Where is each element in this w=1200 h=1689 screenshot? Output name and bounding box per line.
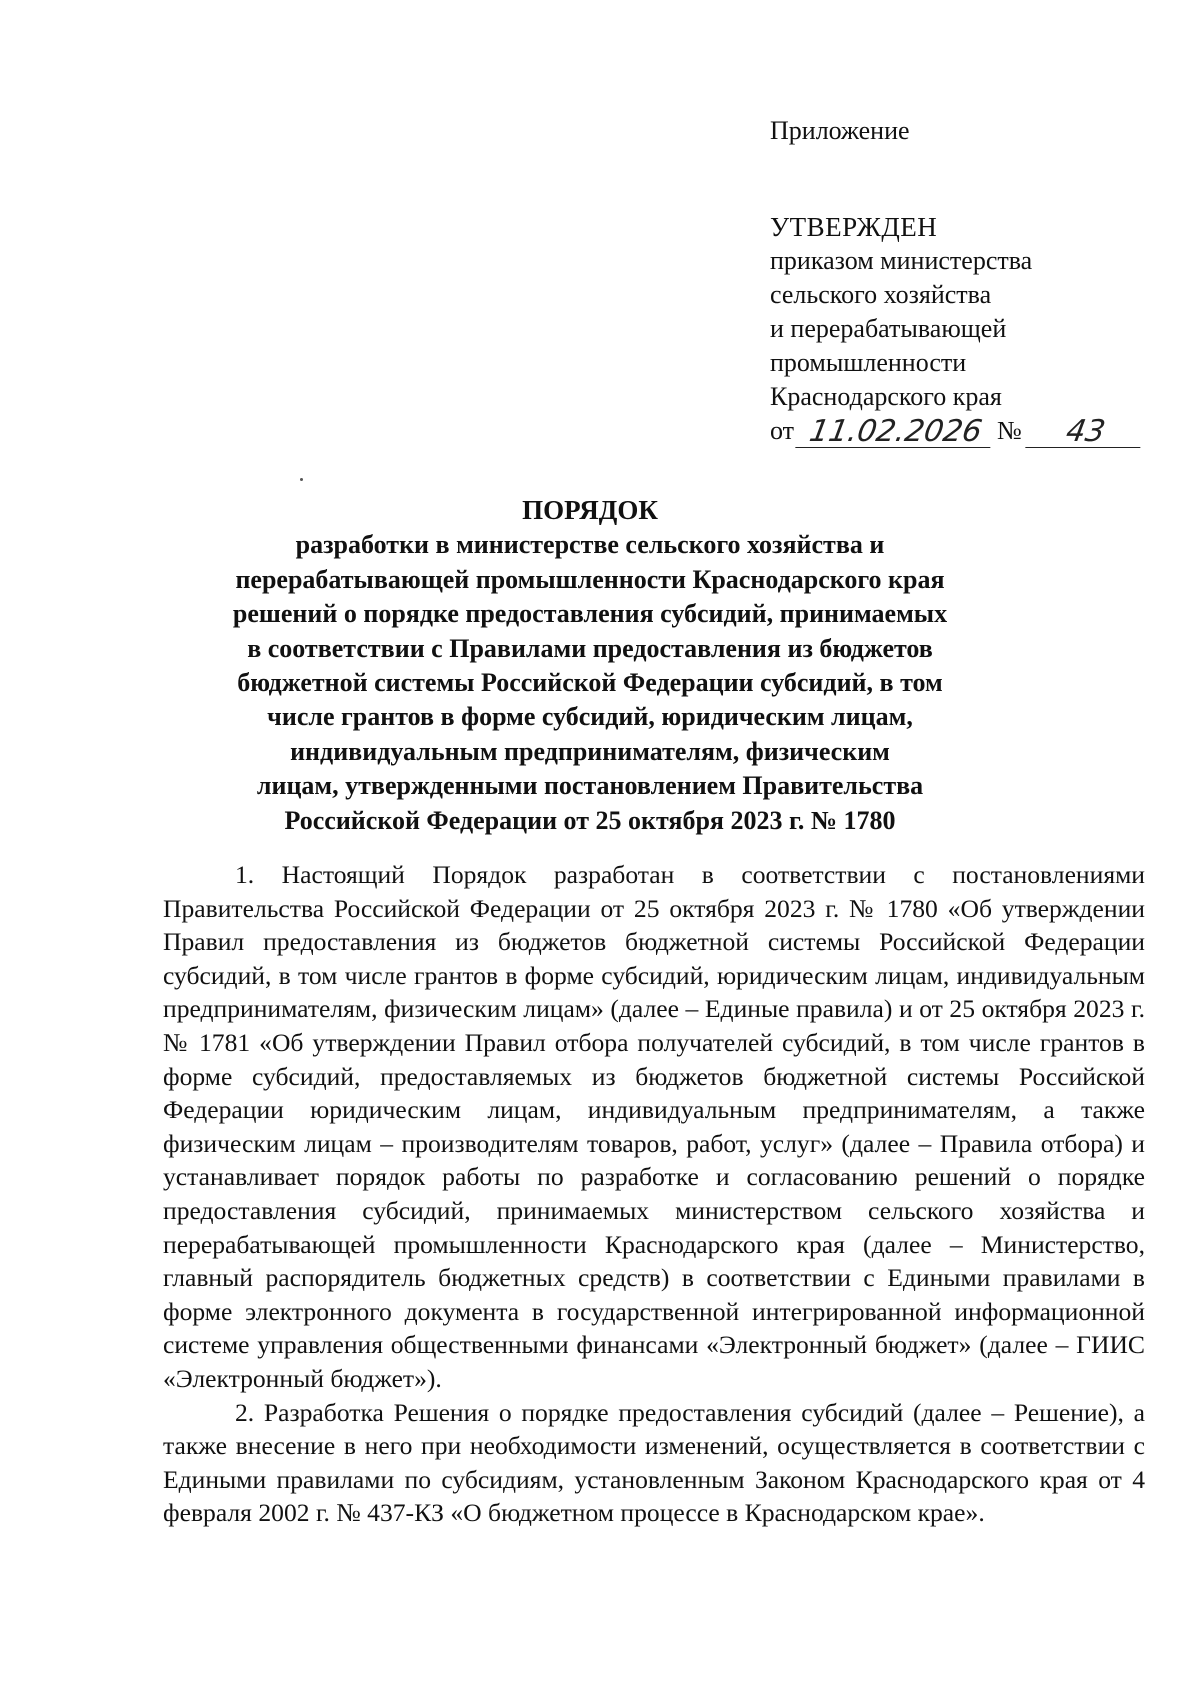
approval-date-row: [770, 414, 1143, 448]
handwritten-date: 11.02.2026: [795, 417, 995, 448]
title-line: разработки в министерстве сельского хозяйства и: [295, 530, 885, 560]
document-title: [140, 493, 1040, 838]
approval-block: [770, 210, 1143, 448]
approval-line: Краснодарского края: [770, 382, 1002, 411]
number-label: №: [997, 416, 1022, 445]
title-line: в соответствии с Правилами предоставления из бюджетов: [247, 633, 933, 663]
title-line: Российской Федерации от 25 октября 2023 г. № 1780: [284, 805, 896, 835]
title-line: индивидуальным предпринимателям, физическим: [290, 736, 890, 766]
scan-speck: [300, 478, 303, 481]
handwritten-number: 43: [1025, 417, 1145, 448]
paragraph-2: 2. Разработка Решения о порядке предоставления субсидий (далее – Решение), а также внесение в него при необходимости изменений, осуществляется в соответствии с Едиными правилами по субсидиям, установленным Законом Краснодарского края от 4 февраля 2002 г. № 437-КЗ «О бюджетном процессе в Краснодарском крае».: [163, 1397, 1145, 1528]
appendix-label: Приложение: [770, 116, 910, 145]
approval-heading: УТВЕРЖДЕН: [770, 212, 938, 242]
title-line: лицам, утвержденными постановлением Правительства: [256, 771, 924, 801]
title-line: перерабатывающей промышленности Краснодарского края: [235, 564, 945, 594]
approval-line: промышленности: [770, 348, 967, 377]
title-line: бюджетной системы Российской Федерации субсидий, в том: [237, 668, 943, 698]
approval-line: и перерабатывающей: [770, 314, 1007, 343]
paragraph-1: 1. Настоящий Порядок разработан в соответствии с постановлениями Правительства Российской Федерации от 25 октября 2023 г. № 1780 «Об утверждении Правил предоставления из бюджетов бюджетной системы Российской Федерации субсидий, в том числе грантов в форме субсидий, юридическим лицам, индивидуальным предпринимателям, физическим лицам» (далее – Единые правила) и от 25 октября 2023 г. № 1781 «Об утверждении Правил отбора получателей субсидий, в том числе грантов в форме субсидий, предоставляемых из бюджетов бюджетной системы Российской Федерации юридическим лицам, индивидуальным предпринимателям, а также физическим лицам – производителям товаров, работ, услуг» (далее – Правила отбора) и устанавливает порядок работы по разработке и согласованию решений о порядке предоставления субсидий, принимаемых министерством сельского хозяйства и перерабатывающей промышленности Краснодарского края (далее – Министерство, главный распорядитель бюджетных средств) в соответствии с Едиными правилами в форме электронного документа в государственной интегрированной информационной системе управления общественными финансами «Электронный бюджет» (далее – ГИИС «Электронный бюджет»).: [163, 860, 1145, 1393]
date-prefix: от: [770, 416, 795, 445]
approval-line: приказом министерства: [770, 246, 1033, 275]
title-line: числе грантов в форме субсидий, юридическим лицам,: [267, 702, 913, 732]
title-main: ПОРЯДОК: [522, 495, 658, 525]
title-line: решений о порядке предоставления субсидий, принимаемых: [232, 599, 948, 629]
document-body: [163, 858, 1145, 1530]
approval-line: сельского хозяйства: [770, 280, 992, 309]
